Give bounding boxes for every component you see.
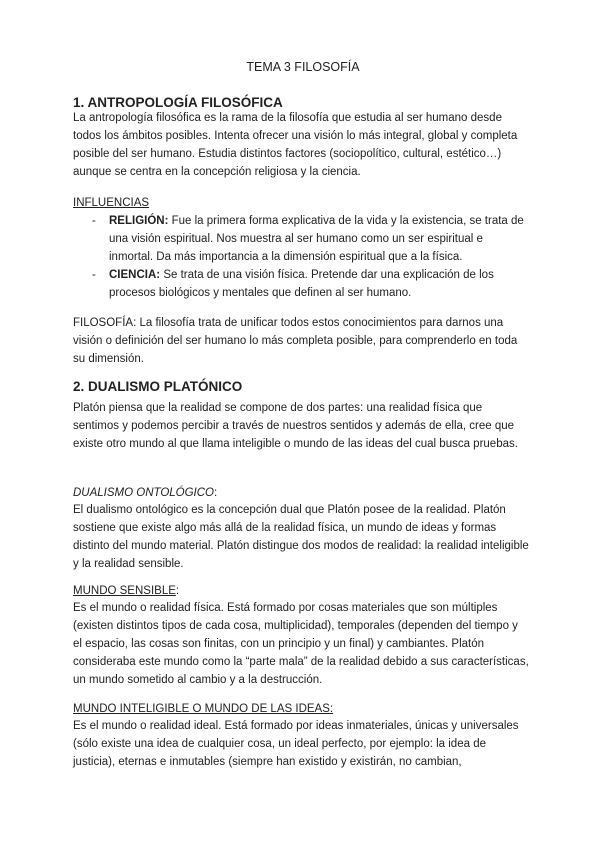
antropologia-intro: La antropología filosófica es la rama de la filosofía que estudia al ser humano desde todos los ámbitos posibles. Intenta ofrecer una visión lo más integral, global y completa posible del ser humano. Estudia distintos factores (sociopolítico, cultural, estético…) aunque se centra en la concepción religiosa y la ciencia. xyxy=(73,112,518,178)
inteligible-label: MUNDO INTELIGIBLE O MUNDO DE LAS IDEAS: xyxy=(73,703,334,715)
sensible-label-text: MUNDO SENSIBLE xyxy=(73,585,176,597)
influencias-list xyxy=(73,212,529,302)
filosofia-paragraph: FILOSOFÍA: La filosofía trata de unificar todos estos conocimientos para darnos una visión o definición del ser humano lo más completa posible, para comprenderlo en toda su dimensión. xyxy=(73,317,518,365)
bullet-dash: - xyxy=(92,215,96,227)
list-item xyxy=(73,266,529,302)
item-term: RELIGIÓN: xyxy=(109,215,169,227)
ontologico-label xyxy=(73,484,217,502)
sensible-label xyxy=(73,582,179,600)
ontologico-colon: : xyxy=(214,487,218,499)
section-heading-antropologia: 1. ANTROPOLOGÍA FILOSÓFICA xyxy=(73,95,283,110)
bullet-dash: - xyxy=(92,269,96,281)
sensible-paragraph: Es el mundo o realidad física. Está formado por cosas materiales que son múltiples (existen distintos tipos de cada cosa, multiplicidad), temporales (dependen del tiempo y el espacio, las cosas son finitas, con un principio y un final) y cambiantes. Platón consideraba este mundo como la “parte mala” de la realidad debido a sus características, un mundo sometido al cambio y a la destrucción. xyxy=(73,602,529,686)
section-heading-dualismo: 2. DUALISMO PLATÓNICO xyxy=(73,379,243,394)
list-item xyxy=(73,212,529,266)
inteligible-paragraph: Es el mundo o realidad ideal. Está formado por ideas inmateriales, únicas y universales (sólo existe una idea de cualquier cosa, un ideal perfecto, por ejemplo: la idea de justicia), eternas e inmutables (siempre han existido y existirán, no cambian, xyxy=(73,720,519,768)
document-title: TEMA 3 FILOSOFÍA xyxy=(246,60,360,74)
ontologico-label-text: DUALISMO ONTOLÓGICO xyxy=(73,487,215,499)
item-term: CIENCIA: xyxy=(109,269,161,281)
influencias-label: INFLUENCIAS xyxy=(73,197,150,209)
sensible-colon: : xyxy=(175,585,180,597)
item-text: Se trata de una visión física. Pretende dar una explicación de los procesos biológicos y mentales que definen al ser humano. xyxy=(109,269,494,299)
item-text: Fue la primera forma explicativa de la vida y la existencia, se trata de una visión espiritual. Nos muestra al ser humano como un ser espiritual e inmortal. Da más importancia a la dimensión espiritual que a la física. xyxy=(109,215,524,263)
ontologico-paragraph: El dualismo ontológico es la concepción dual que Platón posee de la realidad. Platón sostiene que existe algo más allá de la realidad física, un mundo de ideas y formas distinto del mundo material. Platón distingue dos modos de realidad: la realidad inteligible y la realidad sensible. xyxy=(73,504,529,570)
dualismo-intro: Platón piensa que la realidad se compone de dos partes: una realidad física que sentimos y podemos percibir a través de nuestros sentidos y además de ella, cree que existe otro mundo al que llama inteligible o mundo de las ideas del cual busca pruebas. xyxy=(73,402,518,450)
